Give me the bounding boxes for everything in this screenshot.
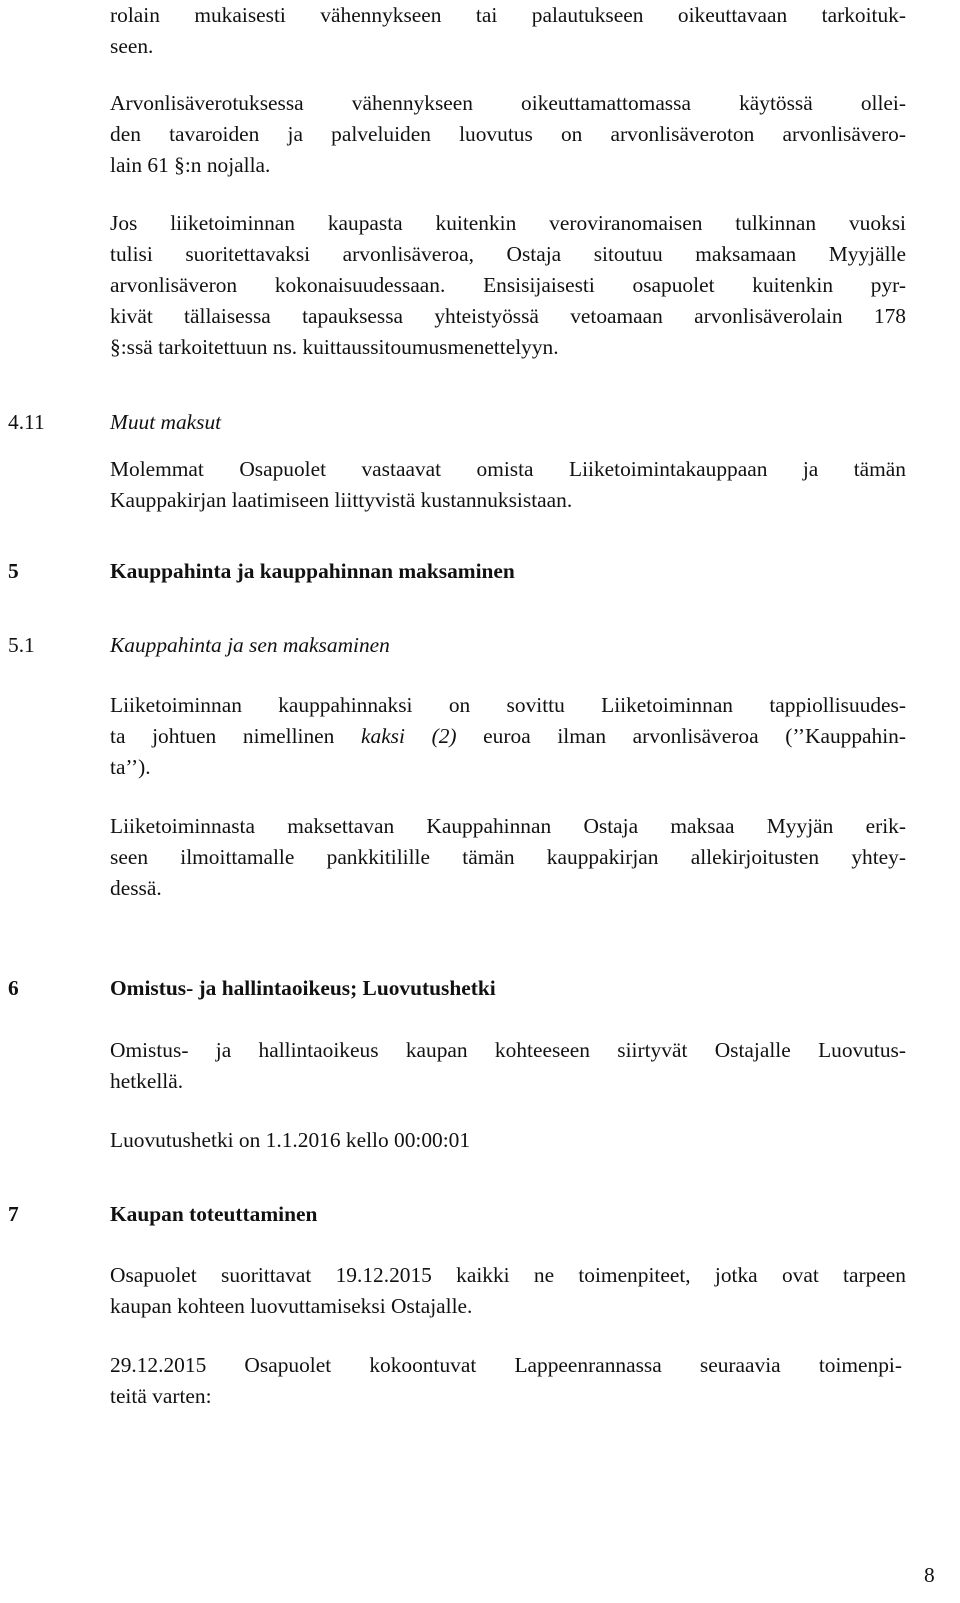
- payment-paragraph: [110, 811, 906, 904]
- text-line: den tavaroiden ja palveluiden luovutus on arvonlisäveroton arvonlisävero-: [110, 122, 906, 146]
- vat-exemption-paragraph: [110, 88, 906, 181]
- purchase-price-paragraph: [110, 690, 906, 783]
- text-line: seen ilmoittamalle pankkitilille tämän kauppakirjan allekirjoitusten yhtey-: [110, 845, 906, 869]
- text-line: ta’’).: [110, 755, 151, 779]
- text-line: §:ssä tarkoitettuun ns. kuittaussitoumusmenettelyyn.: [110, 335, 559, 359]
- text-fragment: ta johtuen nimellinen: [110, 724, 361, 748]
- text-line: Jos liiketoiminnan kaupasta kuitenkin veroviranomaisen tulkinnan vuoksi: [110, 211, 906, 235]
- meeting-paragraph: [110, 1350, 902, 1412]
- subsection-title: Muut maksut: [110, 410, 222, 434]
- execution-paragraph: [110, 1260, 906, 1322]
- text-line: arvonlisäveron kokonaisuudessaan. Ensisijaisesti osapuolet kuitenkin pyr-: [110, 273, 906, 297]
- continuation-paragraph: [110, 0, 906, 62]
- text-line: [110, 721, 906, 752]
- text-line: kaupan kohteen luovuttamiseksi Ostajalle.: [110, 1294, 473, 1318]
- section-number: 5: [8, 559, 19, 583]
- section-title: Omistus- ja hallintaoikeus; Luovutushetki: [110, 976, 496, 1000]
- handover-time: Luovutushetki on 1.1.2016 kello 00:00:01: [110, 1128, 471, 1152]
- subsection-title: Kauppahinta ja sen maksaminen: [110, 633, 390, 657]
- tax-paragraph: [110, 208, 906, 363]
- text-line: Liiketoiminnan kauppahinnaksi on sovittu Liiketoiminnan tappiollisuudes-: [110, 693, 906, 717]
- text-line: Osapuolet suorittavat 19.12.2015 kaikki ne toimenpiteet, jotka ovat tarpeen: [110, 1263, 906, 1287]
- text-line: Omistus- ja hallintaoikeus kaupan kohteeseen siirtyvät Ostajalle Luovutus-: [110, 1038, 906, 1062]
- subsection-number: 5.1: [8, 633, 35, 657]
- text-line: seen.: [110, 34, 154, 58]
- section-number: 7: [8, 1202, 19, 1226]
- text-line: 29.12.2015 Osapuolet kokoontuvat Lappeenrannassa seuraavia toimenpi-: [110, 1353, 902, 1377]
- text-line: teitä varten:: [110, 1384, 212, 1408]
- section-title: Kauppahinta ja kauppahinnan maksaminen: [110, 559, 515, 583]
- section-title: Kaupan toteuttaminen: [110, 1202, 318, 1226]
- subsection-number: 4.11: [8, 410, 45, 434]
- text-line: Molemmat Osapuolet vastaavat omista Liiketoimintakauppaan ja tämän: [110, 457, 906, 481]
- section-number: 6: [8, 976, 19, 1000]
- text-line: Kauppakirjan laatimiseen liittyvistä kustannuksistaan.: [110, 488, 573, 512]
- text-line: tulisi suoritettavaksi arvonlisäveroa, Ostaja sitoutuu maksamaan Myyjälle: [110, 242, 906, 266]
- other-payments-paragraph: [110, 454, 906, 516]
- text-fragment: euroa ilman arvonlisäveroa (’’Kauppahin-: [456, 724, 906, 748]
- text-line: lain 61 §:n nojalla.: [110, 153, 271, 177]
- ownership-paragraph: [110, 1035, 906, 1097]
- page-number: 8: [924, 1563, 935, 1587]
- text-line: kivät tällaisessa tapauksessa yhteistyössä vetoamaan arvonlisäverolain 178: [110, 304, 906, 328]
- text-line: rolain mukaisesti vähennykseen tai palautukseen oikeuttavaan tarkoituk-: [110, 3, 906, 27]
- price-amount-emphasis: kaksi (2): [361, 724, 457, 748]
- text-line: Arvonlisäverotuksessa vähennykseen oikeuttamattomassa käytössä ollei-: [110, 91, 906, 115]
- text-line: Liiketoiminnasta maksettavan Kauppahinnan Ostaja maksaa Myyjän erik-: [110, 814, 906, 838]
- text-line: hetkellä.: [110, 1069, 184, 1093]
- text-line: dessä.: [110, 876, 162, 900]
